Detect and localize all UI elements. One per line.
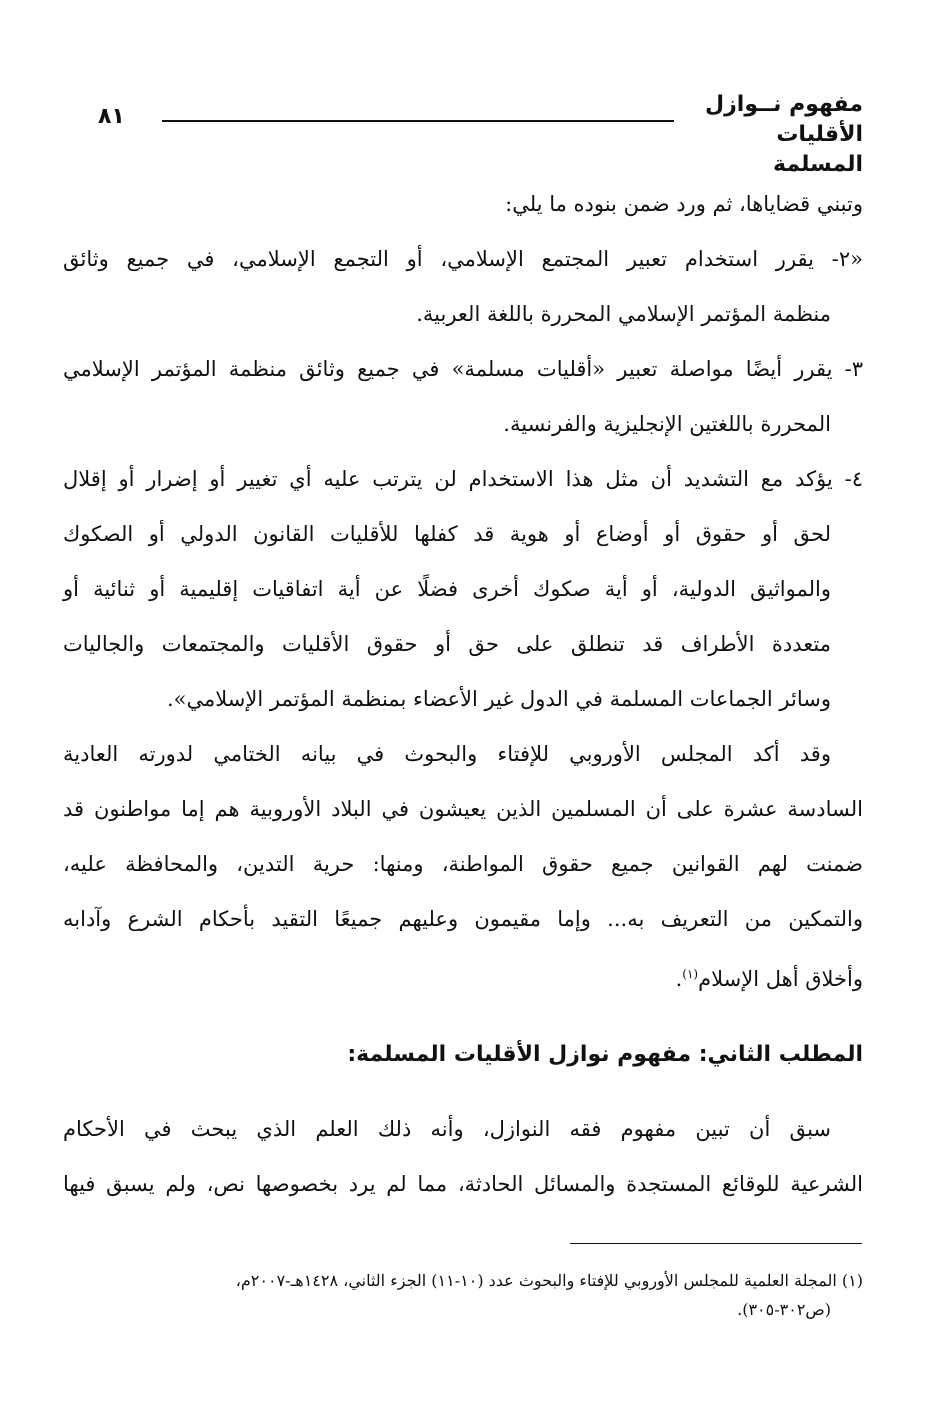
- body-line-17: الشرعية للوقائع المستجدة والمسائل الحادثة، مما لم يرد بخصوصها نص، ولم يسبق فيها: [63, 1172, 863, 1196]
- footnote-marker: (١): [682, 967, 699, 981]
- running-header-title: [683, 90, 863, 180]
- body-line-10: وسائر الجماعات المسلمة في الدول غير الأعضاء بمنظمة المؤتمر الإسلامي».: [166, 687, 831, 711]
- body-line-14: والتمكين من التعريف به... وإما مقيمون وعليهم جميعًا التقيد بأحكام الشرع وآدابه: [63, 907, 863, 931]
- page-number: ٨١: [98, 104, 125, 129]
- body-line-9: متعددة الأطراف قد تنطلق على حق أو حقوق الأقليات والمجتمعات والجاليات: [63, 632, 831, 656]
- body-line-1: وتبني قضاياها، ثم ورد ضمن بنوده ما يلي:: [505, 192, 863, 216]
- header-title-line-1: مفهوم نــوازل: [705, 92, 863, 117]
- header-rule: [162, 120, 674, 122]
- body-line-3: منظمة المؤتمر الإسلامي المحررة باللغة العربية.: [416, 302, 831, 326]
- last-line-text: وأخلاق أهل الإسلام: [698, 967, 863, 991]
- header-title-line-2: الأقليات المسلمة: [772, 122, 863, 177]
- last-line-end: .: [675, 967, 683, 991]
- footnote-line-1: (١) المجلة العلمية للمجلس الأوروبي للإفتاء والبحوث عدد (١٠-١١) الجزء الثاني، ١٤٢٨هـ-٢٠٠٧م،: [235, 1271, 863, 1290]
- footnote-line-2: (ص٣٠٢-٣٠٥).: [737, 1300, 831, 1319]
- footnote-rule: [570, 1243, 862, 1244]
- body-line-12: السادسة عشرة على أن المسلمين الذين يعيشون في البلاد الأوروبية هم إما مواطنون قد: [63, 797, 863, 821]
- body-line-6: ٤- يؤكد مع التشديد أن مثل هذا الاستخدام لن يترتب عليه أي تغيير أو إضرار أو إقلال: [63, 467, 863, 491]
- body-line-16: سبق أن تبين مفهوم فقه النوازل، وأنه ذلك العلم الذي يبحث في الأحكام: [63, 1117, 831, 1141]
- body-line-5: المحررة باللغتين الإنجليزية والفرنسية.: [503, 412, 831, 436]
- body-line-13: ضمنت لهم القوانين جميع حقوق المواطنة، ومنها: حرية التدين، والمحافظة عليه،: [63, 852, 863, 876]
- body-line-2: «٢- يقرر استخدام تعبير المجتمع الإسلامي، أو التجمع الإسلامي، في جميع وثائق: [63, 247, 863, 271]
- body-line-11: وقد أكد المجلس الأوروبي للإفتاء والبحوث في بيانه الختامي لدورته العادية: [63, 742, 831, 766]
- body-line-7: لحق أو حقوق أو أوضاع أو هوية قد كفلها للأقليات القانون الدولي أو الصكوك: [63, 522, 831, 546]
- body-line-15: [63, 956, 863, 997]
- body-line-4: ٣- يقرر أيضًا مواصلة تعبير «أقليات مسلمة» في جميع وثائق منظمة المؤتمر الإسلامي: [63, 357, 863, 381]
- section-heading: المطلب الثاني: مفهوم نوازل الأقليات المسلمة:: [347, 1042, 863, 1067]
- body-line-8: والمواثيق الدولية، أو أية صكوك أخرى فضلًا عن أية اتفاقيات إقليمية أو ثنائية أو: [63, 577, 831, 601]
